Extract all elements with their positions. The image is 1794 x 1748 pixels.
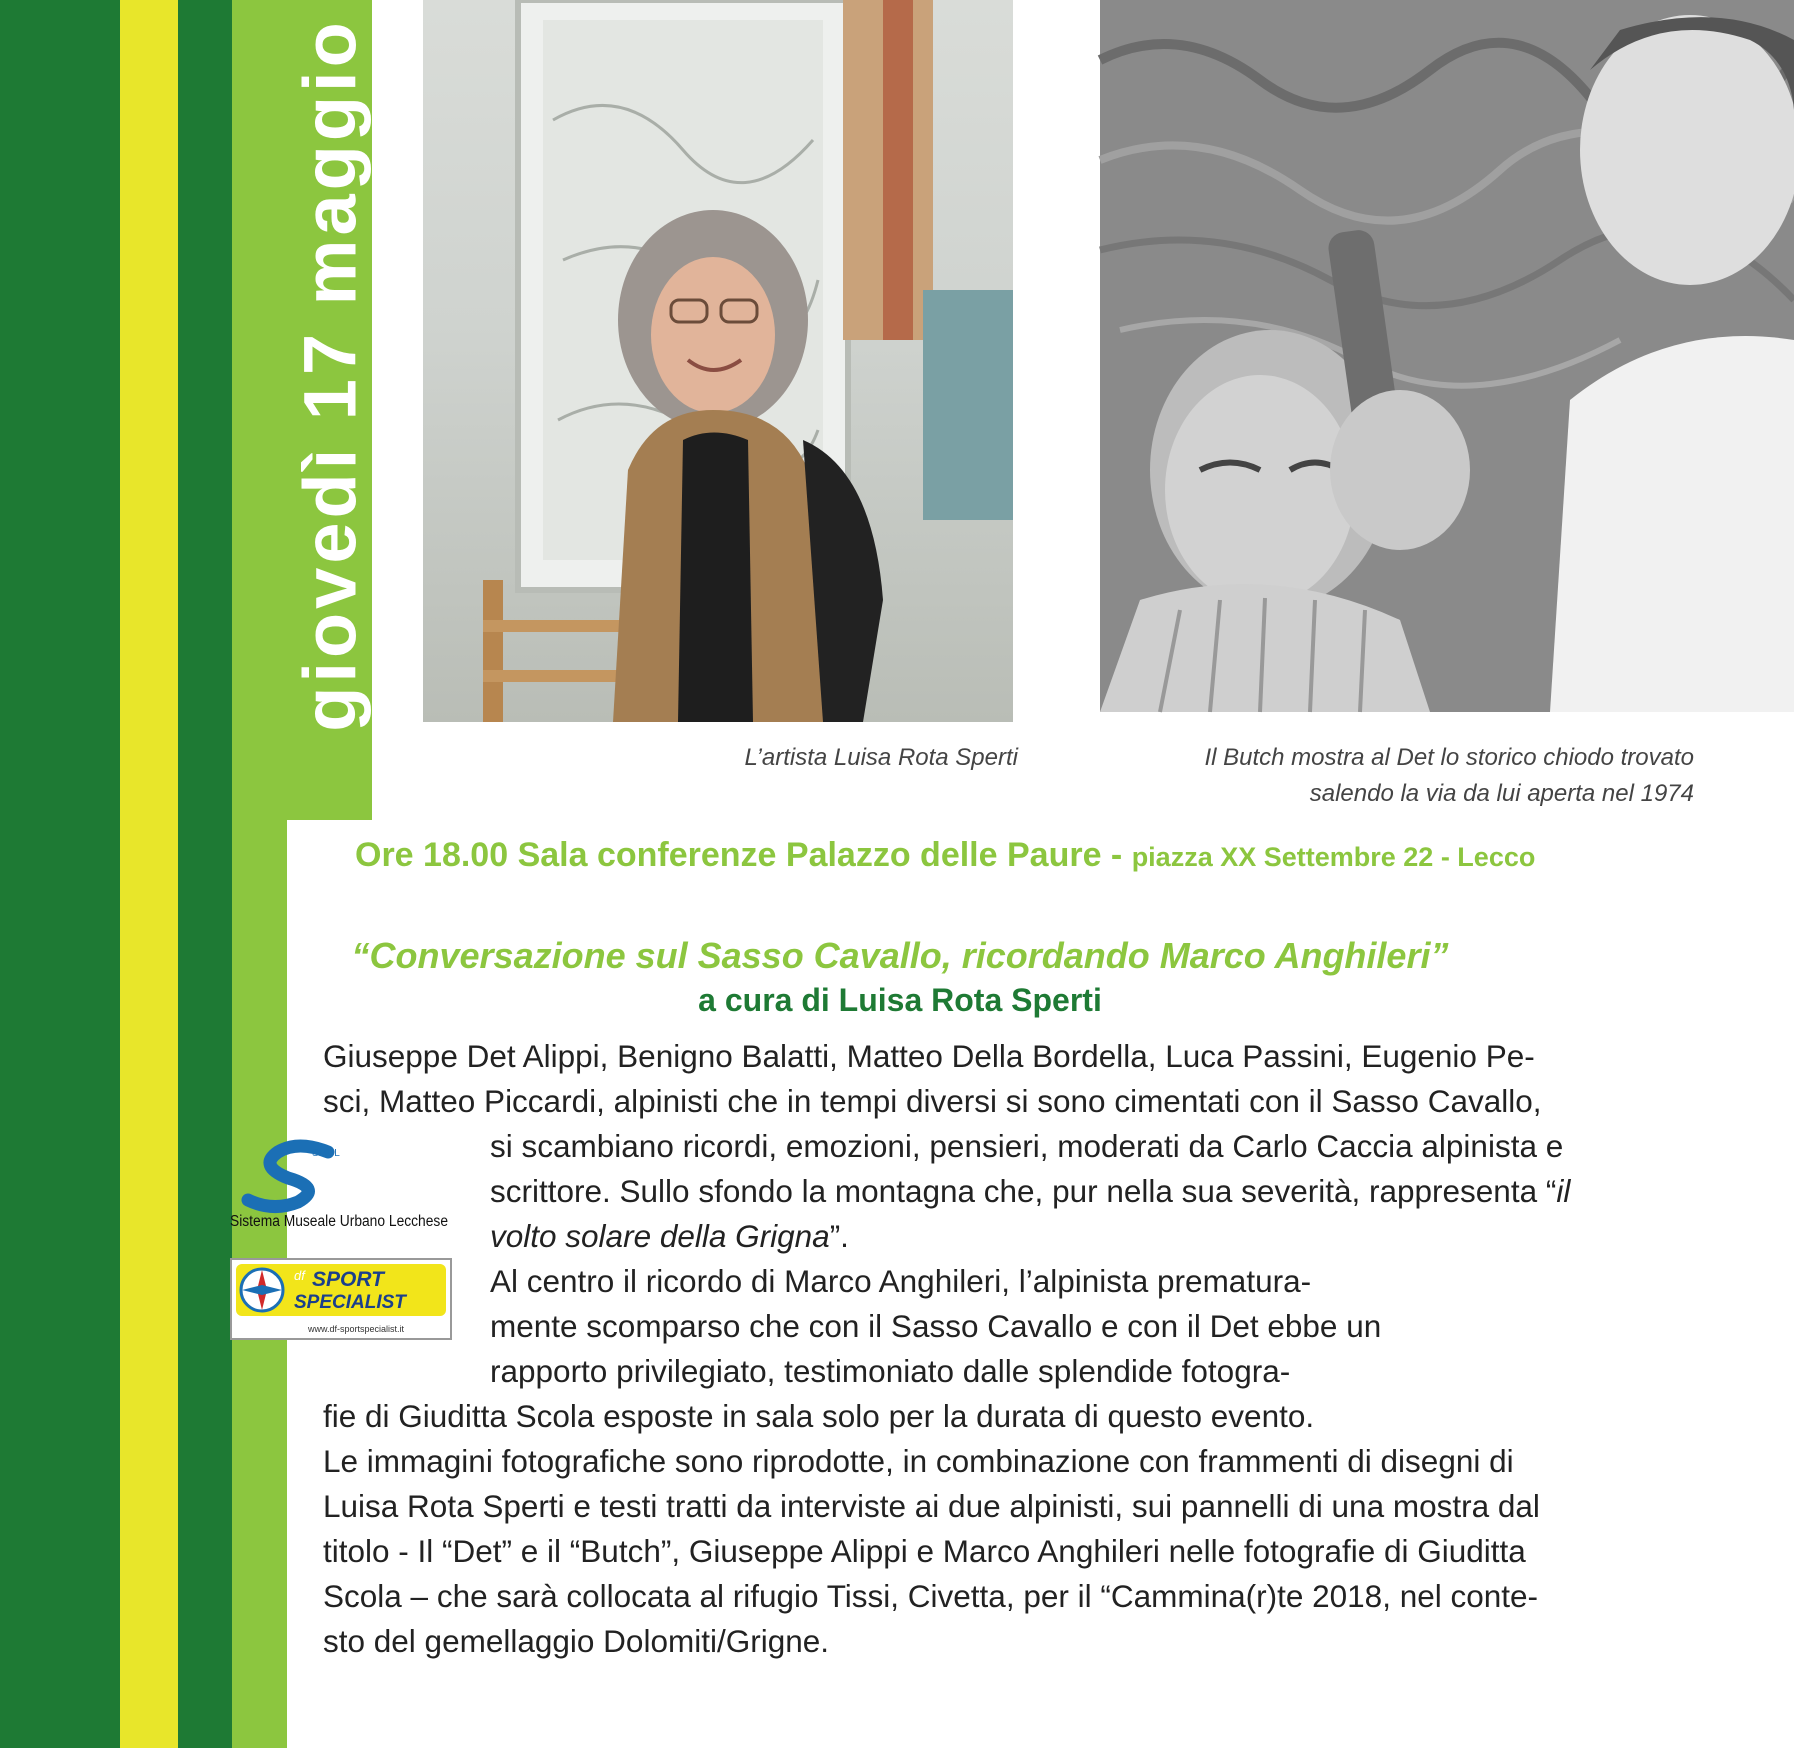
caption-butch-det xyxy=(1100,740,1694,812)
body-line xyxy=(490,1214,1693,1259)
body-line: Le immagini fotografiche sono riprodotte, in combinazione con frammenti di disegni di xyxy=(323,1443,1514,1479)
event-time-venue: Ore 18.00 Sala conferenze Palazzo delle Paure - xyxy=(355,836,1132,874)
left-band-yellow xyxy=(120,0,178,1748)
body-quote: volto solare della Grigna xyxy=(490,1218,830,1254)
logo-sm-badge: SMUL xyxy=(312,1148,340,1159)
logo-sm-text: Sistema Museale Urbano Lecchese xyxy=(230,1213,448,1230)
event-date: giovedì 17 maggio xyxy=(288,18,372,732)
caption-artist: L’artista Luisa Rota Sperti xyxy=(744,744,1018,771)
logo-sport-line1: SPORT xyxy=(312,1268,384,1291)
body-line: si scambiano ricordi, emozioni, pensieri, moderati da Carlo Caccia alpinista e xyxy=(490,1128,1564,1164)
body-line: fie di Giuditta Scola esposte in sala solo per la durata di questo evento. xyxy=(323,1398,1315,1434)
body-line: rapporto privilegiato, testimoniato dalle splendide fotogra- xyxy=(490,1353,1291,1389)
left-band-dark xyxy=(0,0,120,1748)
body-line: Al centro il ricordo di Marco Anghileri, l’alpinista prematura- xyxy=(490,1263,1312,1299)
body-line xyxy=(490,1169,1693,1214)
body-line: Giuseppe Det Alippi, Benigno Balatti, Matteo Della Bordella, Luca Passini, Eugenio Pe- xyxy=(323,1038,1535,1074)
body-line: titolo - Il “Det” e il “Butch”, Giuseppe Alippi e Marco Anghileri nelle fotografie di Giuditta xyxy=(323,1533,1526,1569)
body-line: sci, Matteo Piccardi, alpinisti che in tempi diversi si sono cimentati con il Sasso Cavallo, xyxy=(323,1083,1542,1119)
talk-curator: a cura di Luisa Rota Sperti xyxy=(698,982,1102,1018)
logo-sport-prefix: df xyxy=(294,1268,305,1283)
logo-df-sport-specialist xyxy=(230,1258,452,1340)
photo-butch-det xyxy=(1100,0,1794,712)
logo-sport-url: www.df-sportspecialist.it xyxy=(308,1324,405,1334)
caption-line: salendo la via da lui aperta nel 1974 xyxy=(1309,780,1694,807)
talk-title: “Conversazione sul Sasso Cavallo, ricordando Marco Anghileri” xyxy=(351,935,1449,976)
body-line: sto del gemellaggio Dolomiti/Grigne. xyxy=(323,1623,829,1659)
logo-sport-line2: SPECIALIST xyxy=(294,1292,406,1313)
photo-artist xyxy=(423,0,1013,722)
caption-line: Il Butch mostra al Det lo storico chiodo trovato xyxy=(1204,744,1694,771)
body-line: mente scomparso che con il Sasso Cavallo e con il Det ebbe un xyxy=(490,1308,1382,1344)
left-band-light xyxy=(232,0,287,1748)
event-time-place xyxy=(355,836,1755,875)
left-band-dark-inner xyxy=(178,0,232,1748)
logo-sistema-museale xyxy=(228,1140,450,1230)
body-quote: il xyxy=(1556,1173,1571,1209)
event-address: piazza XX Settembre 22 - Lecco xyxy=(1131,842,1536,872)
body-text: scrittore. Sullo sfondo la montagna che, pur nella sua severità, rappresenta “ xyxy=(490,1173,1557,1209)
body-text: ”. xyxy=(829,1218,849,1254)
body-line: Scola – che sarà collocata al rifugio Tissi, Civetta, per il “Cammina(r)te 2018, nel conte- xyxy=(323,1578,1539,1614)
body-line: Luisa Rota Sperti e testi tratti da interviste ai due alpinisti, sui pannelli di una mostra dal xyxy=(323,1488,1540,1524)
